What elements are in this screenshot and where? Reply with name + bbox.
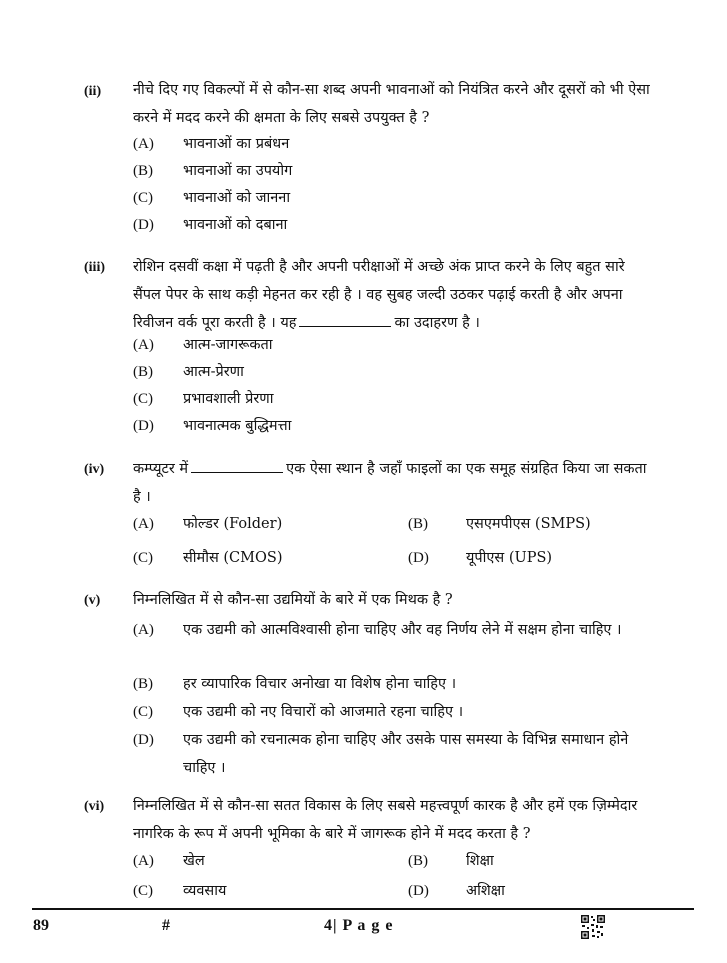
option-text: भावनाओं का प्रबंधन xyxy=(183,136,290,152)
paper-code: 89 xyxy=(33,917,49,934)
option-label: (B) xyxy=(133,364,153,380)
option-text: हर व्यापारिक विचार अनोखा या विशेष होना चाहिए । xyxy=(183,676,457,692)
question-number: (iii) xyxy=(84,260,105,275)
option-text: आत्म-जागरूकता xyxy=(183,337,273,353)
option-text: व्यवसाय xyxy=(183,883,227,899)
question-number: (v) xyxy=(84,593,101,608)
option-text: प्रभावशाली प्रेरणा xyxy=(183,391,274,407)
footer-divider xyxy=(32,908,694,910)
page-number: 4| P a g e xyxy=(324,917,394,934)
option-text: एक उद्यमी को नए विचारों को आजमाते रहना चाहिए । xyxy=(183,704,464,720)
option-label: (B) xyxy=(133,163,153,179)
option-text: भावनाओं का उपयोग xyxy=(183,163,293,179)
fill-blank xyxy=(299,312,391,327)
question-stem xyxy=(133,455,657,511)
hash-mark: # xyxy=(162,917,170,934)
option-label: (D) xyxy=(408,883,429,899)
option-label: (C) xyxy=(133,883,153,899)
option-label: (A) xyxy=(133,622,154,638)
option-label: (C) xyxy=(133,391,153,407)
option-text: भावनात्मक बुद्धिमत्ता xyxy=(183,418,292,434)
option-text: एक उद्यमी को रचनात्मक होना चाहिए और उसके पास समस्या के विभिन्न समाधान होने चाहिए । xyxy=(183,732,629,776)
question-stem: निम्नलिखित में से कौन-सा सतत विकास के लिए सबसे महत्त्वपूर्ण कारक है और हमें एक ज़िम्मेदार नागरिक के रूप में अपनी भूमिका के बारे में जागरूक होने में मदद करता है ? xyxy=(133,798,638,842)
option-label: (D) xyxy=(408,550,429,566)
option-label: (C) xyxy=(133,550,153,566)
option-label: (C) xyxy=(133,704,153,720)
option-text: यूपीएस (UPS) xyxy=(466,550,553,566)
stem-text: रोशिन दसवीं कक्षा में पढ़ती है और अपनी परीक्षाओं में अच्छे अंक प्राप्त करने के लिए बहुत सारे सैंपल पेपर के साथ कड़ी मेहनत कर रही है । वह सुबह जल्दी उठकर पढ़ाई करती है और अपना रिवीजन वर्क पूरा करती है । यह xyxy=(133,259,625,331)
option-label: (B) xyxy=(133,676,153,692)
option-text: भावनाओं को जानना xyxy=(183,190,291,206)
option-label: (D) xyxy=(133,732,154,748)
option-label: (A) xyxy=(133,853,154,869)
option-text: एक उद्यमी को आत्मविश्वासी होना चाहिए और वह निर्णय लेने में सक्षम होना चाहिए । xyxy=(183,622,622,638)
stem-text: का उदाहरण है । xyxy=(394,315,480,331)
question-number: (vi) xyxy=(84,799,105,814)
option-label: (B) xyxy=(408,853,428,869)
qr-code-icon xyxy=(580,914,606,940)
option-text: खेल xyxy=(183,853,205,869)
option-label: (A) xyxy=(133,516,154,532)
fill-blank xyxy=(191,458,283,473)
option-text: आत्म-प्रेरणा xyxy=(183,364,244,380)
option-text: एसएमपीएस (SMPS) xyxy=(466,516,591,532)
question-number: (iv) xyxy=(84,462,105,477)
option-text: शिक्षा xyxy=(466,853,494,869)
question-stem xyxy=(133,253,657,337)
option-text: अशिक्षा xyxy=(466,883,505,899)
stem-text: एक ऐसा स्थान है जहाँ फाइलों का एक समूह संग्रहित किया जा सकता है । xyxy=(133,461,647,505)
question-stem: नीचे दिए गए विकल्पों में से कौन-सा शब्द अपनी भावनाओं को नियंत्रित करने और दूसरों को भी ऐसा करने में मदद करने की क्षमता के लिए सबसे उपयुक्त है ? xyxy=(133,82,650,126)
question-number: (ii) xyxy=(84,84,102,99)
stem-text: कम्प्यूटर में xyxy=(133,461,189,477)
option-label: (A) xyxy=(133,136,154,152)
option-label: (D) xyxy=(133,217,154,233)
option-text: सीमौस (CMOS) xyxy=(183,550,283,566)
question-stem: निम्नलिखित में से कौन-सा उद्यमियों के बारे में एक मिथक है ? xyxy=(133,592,453,608)
option-text: भावनाओं को दबाना xyxy=(183,217,288,233)
option-label: (B) xyxy=(408,516,428,532)
option-label: (A) xyxy=(133,337,154,353)
option-label: (C) xyxy=(133,190,153,206)
option-text: फोल्डर (Folder) xyxy=(183,516,283,532)
option-label: (D) xyxy=(133,418,154,434)
